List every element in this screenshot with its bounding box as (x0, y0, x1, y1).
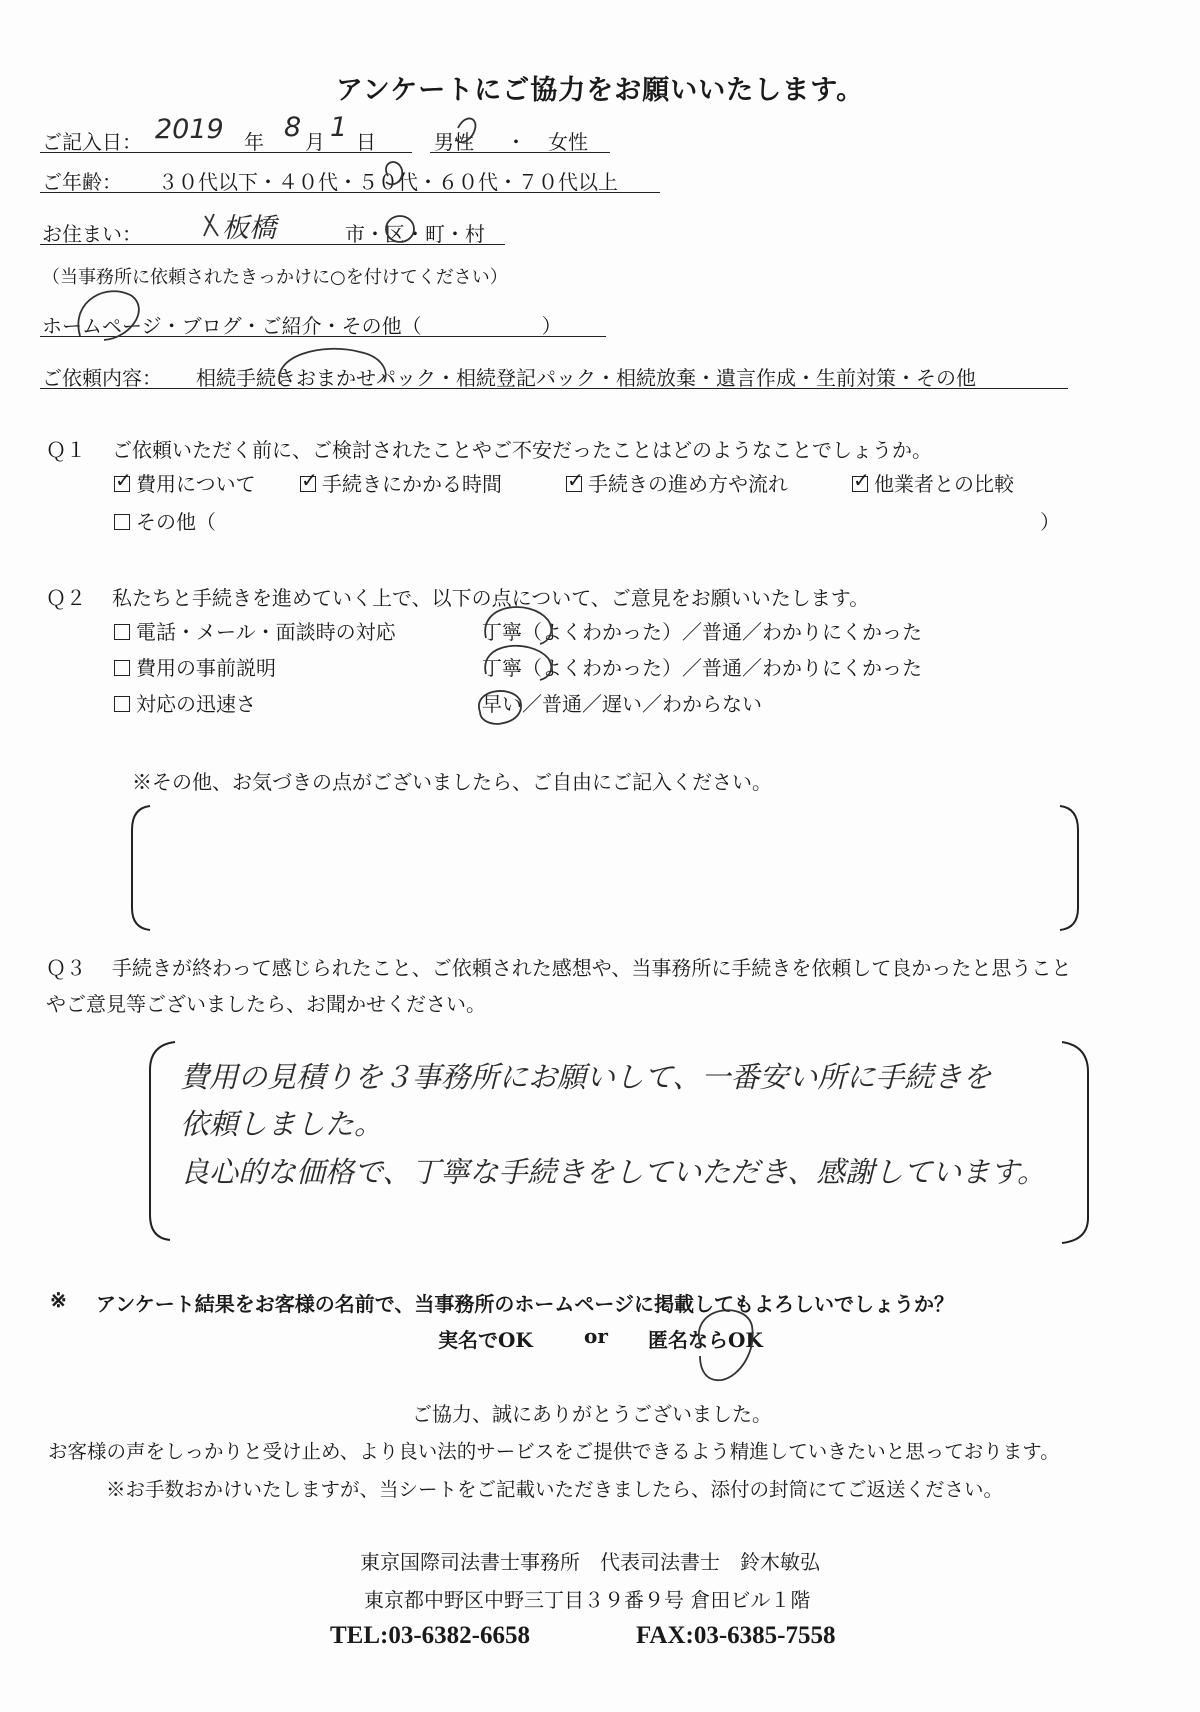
checkbox-icon[interactable] (852, 476, 868, 492)
trigger-note: （当事務所に依頼されたきっかけに○を付けてください） (42, 267, 508, 288)
checkbox-icon[interactable] (114, 624, 130, 640)
q2-row-item: 費用の事前説明 (136, 656, 276, 680)
q3-answer-line3: 良心的な価格で、丁寧な手続きをしていただき、感謝しています。 (180, 1155, 1046, 1189)
office-address: 東京都中野区中野三丁目３９番９号 倉田ビル１階 (364, 1588, 811, 1612)
q2-question: 私たちと手続きを進めていく上で、以下の点について、ご意見をお願いいたします。 (112, 586, 870, 610)
office-name: 東京国際司法書士事務所 代表司法書士 鈴木敏弘 (360, 1550, 820, 1574)
checkbox-icon[interactable] (114, 476, 130, 492)
checkbox-icon[interactable] (114, 696, 130, 712)
q1-option-time[interactable] (300, 468, 502, 497)
q1-option-cost[interactable] (114, 468, 256, 497)
q1-question: ご依頼いただく前に、ご検討されたことやご不安だったことはどのようなことでしょうか。 (112, 438, 932, 462)
q2-row-speed-choices[interactable]: 早い／普通／遅い／わからない (482, 692, 762, 716)
q3-question-line2: やご意見等ございましたら、お聞かせください。 (46, 992, 486, 1016)
checkbox-icon[interactable] (300, 476, 316, 492)
entry-day-value[interactable]: 1 (330, 112, 348, 143)
address-options[interactable]: 市・区・町・村 (345, 222, 485, 246)
entry-month-value[interactable]: 8 (284, 112, 302, 143)
q2-row-speed (114, 688, 256, 717)
address-label: お住まい： (42, 222, 142, 246)
q3-question-line1: 手続きが終わって感じられたこと、ご依頼された感想や、当事務所に手続きを依頼して良かったと思うこと (112, 956, 1072, 980)
age-label: ご年齢： (42, 170, 122, 194)
publish-question: アンケート結果をお客様の名前で、当事務所のホームページに掲載してもよろしいでしょうか？ (96, 1292, 954, 1316)
request-label: ご依頼内容： (42, 366, 162, 390)
age-options[interactable]: ３０代以下・４０代・５０代・６０代・７０代以上 (158, 170, 618, 194)
entry-month-unit: 月 (305, 130, 325, 154)
publish-option-anonymous[interactable]: 匿名ならOK (648, 1328, 763, 1352)
gender-female-option[interactable]: 女性 (548, 130, 588, 154)
publish-mark: ※ (50, 1288, 67, 1312)
office-fax: FAX:03-6385-7558 (636, 1622, 836, 1649)
q1-option-label: 費用について (136, 472, 256, 496)
entry-date-label: ご記入日： (42, 130, 142, 154)
q1-option-label: 手続きにかかる時間 (322, 472, 502, 496)
closing-commitment: お客様の声をしっかりと受け止め、より良い法的サービスをご提供できるよう精進していきたいと思っております。 (48, 1440, 1060, 1463)
q2-row-item: 対応の迅速さ (136, 692, 256, 716)
q1-other-label: その他（ (136, 510, 216, 534)
closing-return-note: ※お手数おかけいたしますが、当シートをご記載いただきましたら、添付の封筒にてご返送ください。 (106, 1478, 1004, 1501)
gender-male-option[interactable]: 男性 (434, 130, 474, 154)
gender-separator: ・ (506, 130, 526, 154)
q2-comment-box[interactable] (130, 806, 1078, 932)
entry-year-unit: 年 (244, 130, 264, 154)
request-options[interactable]: 相続手続きおまかせパック・相続登記パック・相続放棄・遺言作成・生前対策・その他 (196, 366, 976, 390)
closing-thanks: ご協力、誠にありがとうございました。 (412, 1402, 772, 1426)
q1-other-close: ） (1040, 510, 1060, 534)
q2-row-contact (114, 616, 396, 645)
q2-row-fee (114, 652, 276, 681)
trigger-options[interactable]: ホームページ・ブログ・ご紹介・その他（ ） (42, 314, 562, 338)
q1-number: Ｑ１ (46, 438, 86, 462)
survey-title: アンケートにご協力をお願いいたします。 (335, 75, 865, 106)
checkbox-icon[interactable] (566, 476, 582, 492)
q2-row-contact-choices[interactable]: 丁寧（よくわかった）／普通／わかりにくかった (482, 620, 922, 644)
checkbox-icon[interactable] (114, 514, 130, 530)
q1-option-compare[interactable] (852, 468, 1014, 497)
q1-option-label: 手続きの進め方や流れ (588, 472, 788, 496)
q2-row-item: 電話・メール・面談時の対応 (136, 620, 396, 644)
q1-option-other[interactable] (114, 506, 216, 535)
entry-day-unit: 日 (356, 130, 376, 154)
office-tel: TEL:03-6382-6658 (330, 1622, 530, 1649)
q3-number: Ｑ３ (46, 956, 86, 980)
q2-free-note: ※その他、お気づきの点がございましたら、ご自由にご記入ください。 (132, 770, 772, 794)
q1-option-process[interactable] (566, 468, 788, 497)
q2-row-fee-choices[interactable]: 丁寧（よくわかった）／普通／わかりにくかった (482, 656, 922, 680)
publish-option-real-name[interactable]: 実名でOK (438, 1328, 533, 1352)
entry-year-value[interactable]: 2019 (155, 114, 224, 145)
strike-mark (204, 214, 218, 236)
address-handwritten-city[interactable]: 板橋 (222, 213, 276, 244)
q1-option-label: 他業者との比較 (874, 472, 1014, 496)
checkbox-icon[interactable] (114, 660, 130, 676)
q3-answer-line1: 費用の見積りを３事務所にお願いして、一番安い所に手続きを (180, 1060, 992, 1094)
q3-answer-line2: 依頼しました。 (180, 1107, 384, 1141)
q2-number: Ｑ２ (46, 586, 86, 610)
publish-or: or (584, 1324, 608, 1348)
